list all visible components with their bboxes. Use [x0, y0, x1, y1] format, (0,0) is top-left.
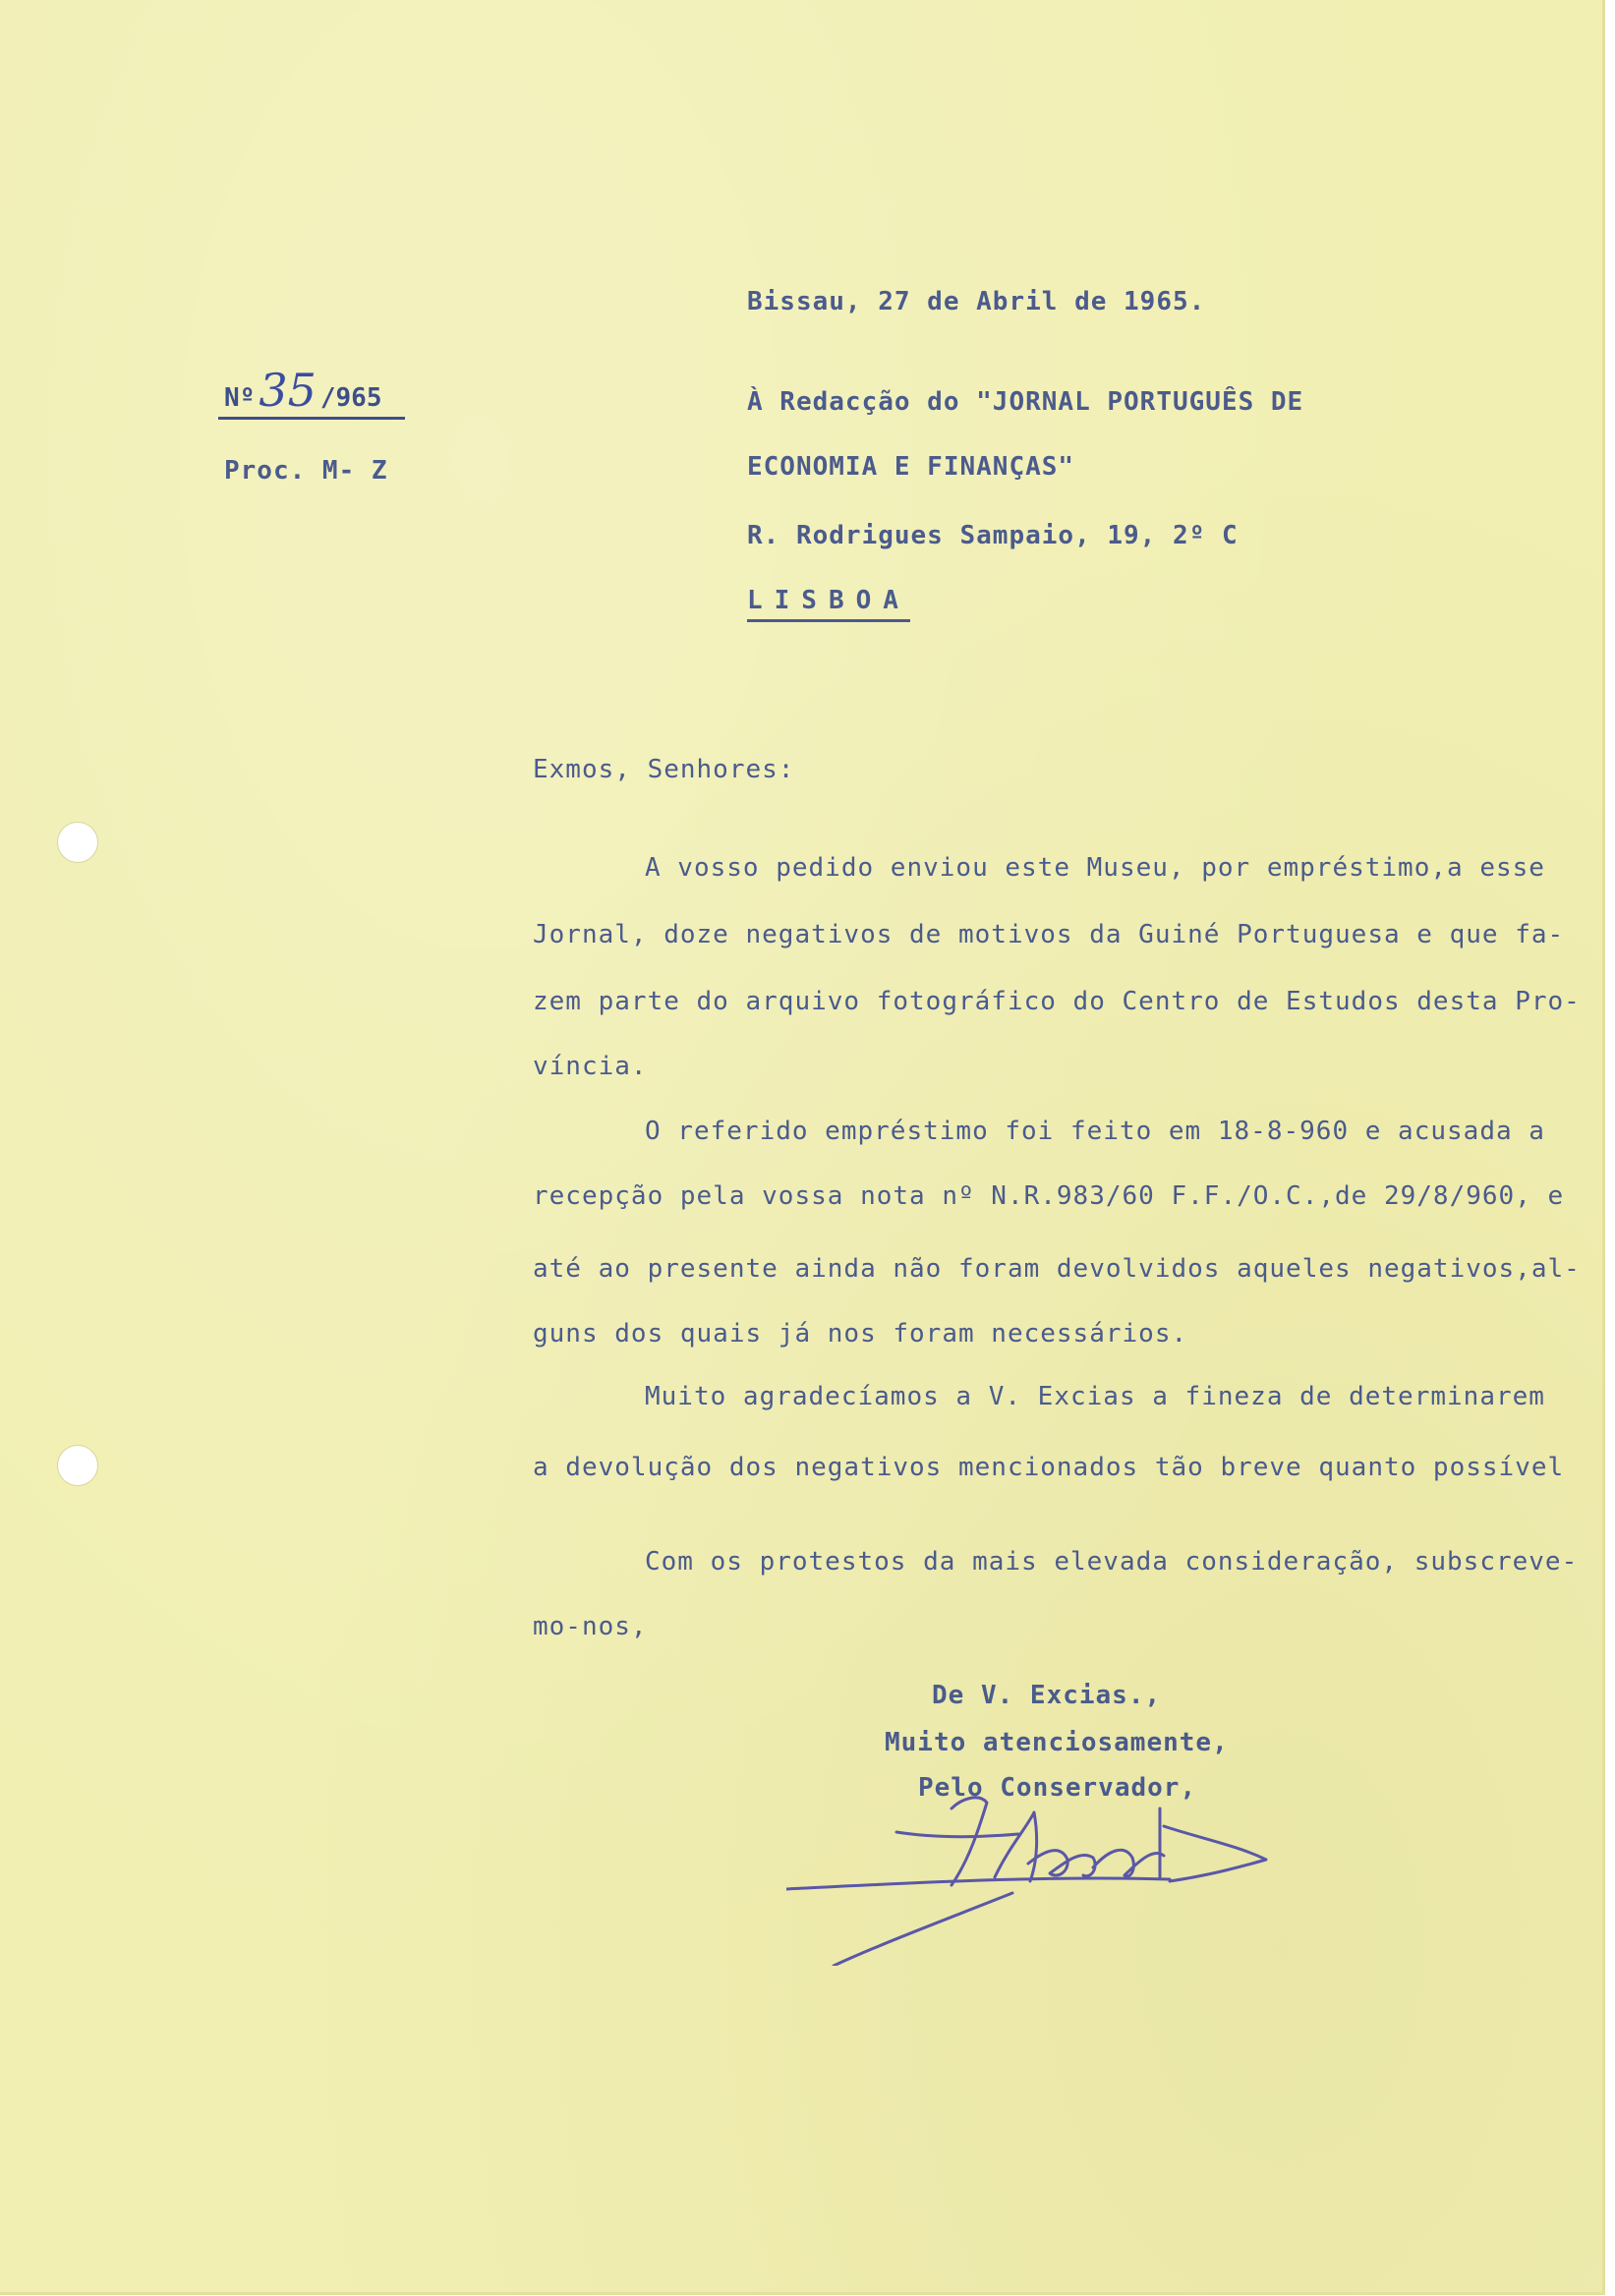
recipient-line-1: À Redacção do "JORNAL PORTUGUÊS DE — [747, 387, 1304, 417]
body-line-4: víncia. — [533, 1052, 648, 1081]
reference-handwritten-number: 35 — [259, 364, 317, 417]
closing-line-3: Pelo Conservador, — [918, 1773, 1197, 1803]
process-code: Proc. M- Z — [224, 456, 388, 486]
body-line-7: até ao presente ainda não foram devolvidos aqueles negativos,al- — [533, 1254, 1581, 1284]
recipient-line-3: R. Rodrigues Sampaio, 19, 2º C — [747, 521, 1239, 550]
recipient-city: LISBOA — [747, 586, 910, 622]
body-line-6: recepção pela vossa nota nº N.R.983/60 F.F./O.C.,de 29/8/960, e — [533, 1181, 1565, 1211]
reference-year: /965 — [319, 383, 382, 413]
reference-number — [224, 364, 381, 417]
body-line-11: Com os protestos da mais elevada consideração, subscreve- — [645, 1547, 1579, 1577]
salutation: Exmos, Senhores: — [533, 755, 795, 784]
punch-hole-top — [57, 822, 98, 863]
place-date: Bissau, 27 de Abril de 1965. — [747, 287, 1206, 316]
body-line-5: O referido empréstimo foi feito em 18-8-960 e acusada a — [645, 1117, 1545, 1146]
body-line-12: mo-nos, — [533, 1612, 648, 1641]
closing-line-1: De V. Excias., — [932, 1681, 1162, 1710]
body-line-2: Jornal, doze negativos de motivos da Guiné Portuguesa e que fa- — [533, 920, 1565, 949]
body-line-8: guns dos quais já nos foram necessários. — [533, 1319, 1188, 1349]
recipient-line-2: ECONOMIA E FINANÇAS" — [747, 452, 1075, 482]
handwritten-signature — [786, 1769, 1317, 1966]
body-line-9: Muito agradecíamos a V. Excias a fineza de determinarem — [645, 1382, 1545, 1411]
punch-hole-bottom — [57, 1445, 98, 1486]
reference-prefix: Nº — [224, 383, 256, 413]
body-line-1: A vosso pedido enviou este Museu, por empréstimo,a esse — [645, 853, 1545, 883]
body-line-3: zem parte do arquivo fotográfico do Centro de Estudos desta Pro- — [533, 987, 1581, 1016]
closing-line-2: Muito atenciosamente, — [885, 1728, 1229, 1757]
reference-underline — [218, 417, 405, 420]
body-line-10: a devolução dos negativos mencionados tão breve quanto possível — [533, 1453, 1565, 1482]
